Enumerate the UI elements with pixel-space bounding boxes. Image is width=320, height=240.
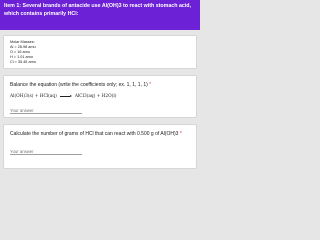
equation-products: AlCl3(aq) + H2O(l): [74, 94, 117, 99]
molar-mass-o: O = 16 amu: [10, 50, 30, 54]
question-1-text: [10, 82, 196, 89]
molar-mass-cl: Cl = 35.45 amu: [10, 60, 36, 64]
equation-reactants: Al(OH)3(s) + HCl(aq): [10, 94, 57, 99]
question-2-label: Calculate the number of grams of HCl that can react with 0.500 g of Al(OH)3: [10, 131, 180, 137]
form-header: [0, 0, 200, 30]
question-1-answer-input[interactable]: [10, 108, 82, 114]
required-marker: *: [149, 82, 152, 88]
molar-mass-h: H = 1.01 amu: [10, 55, 33, 59]
chemical-equation: [10, 94, 196, 99]
question-1-label: Balance the equation (write the coefficients only; ex. 1, 1, 1, 1): [10, 82, 150, 88]
question-2-card: [3, 124, 197, 169]
question-1-card: [3, 75, 197, 118]
molar-masses-title: Molar Masses:: [10, 40, 35, 44]
question-2-text: [10, 131, 196, 138]
required-marker: *: [179, 131, 182, 137]
molar-masses-card: [3, 35, 197, 69]
header-text: Item 1: Several brands of antacide use Al(OH)3 to react with stomach acid, which contains primarily HCl:: [4, 3, 192, 17]
reaction-arrow-icon: [60, 95, 72, 99]
question-2-answer-input[interactable]: [10, 149, 82, 155]
molar-mass-al: Al = 26.98 amu: [10, 45, 36, 49]
